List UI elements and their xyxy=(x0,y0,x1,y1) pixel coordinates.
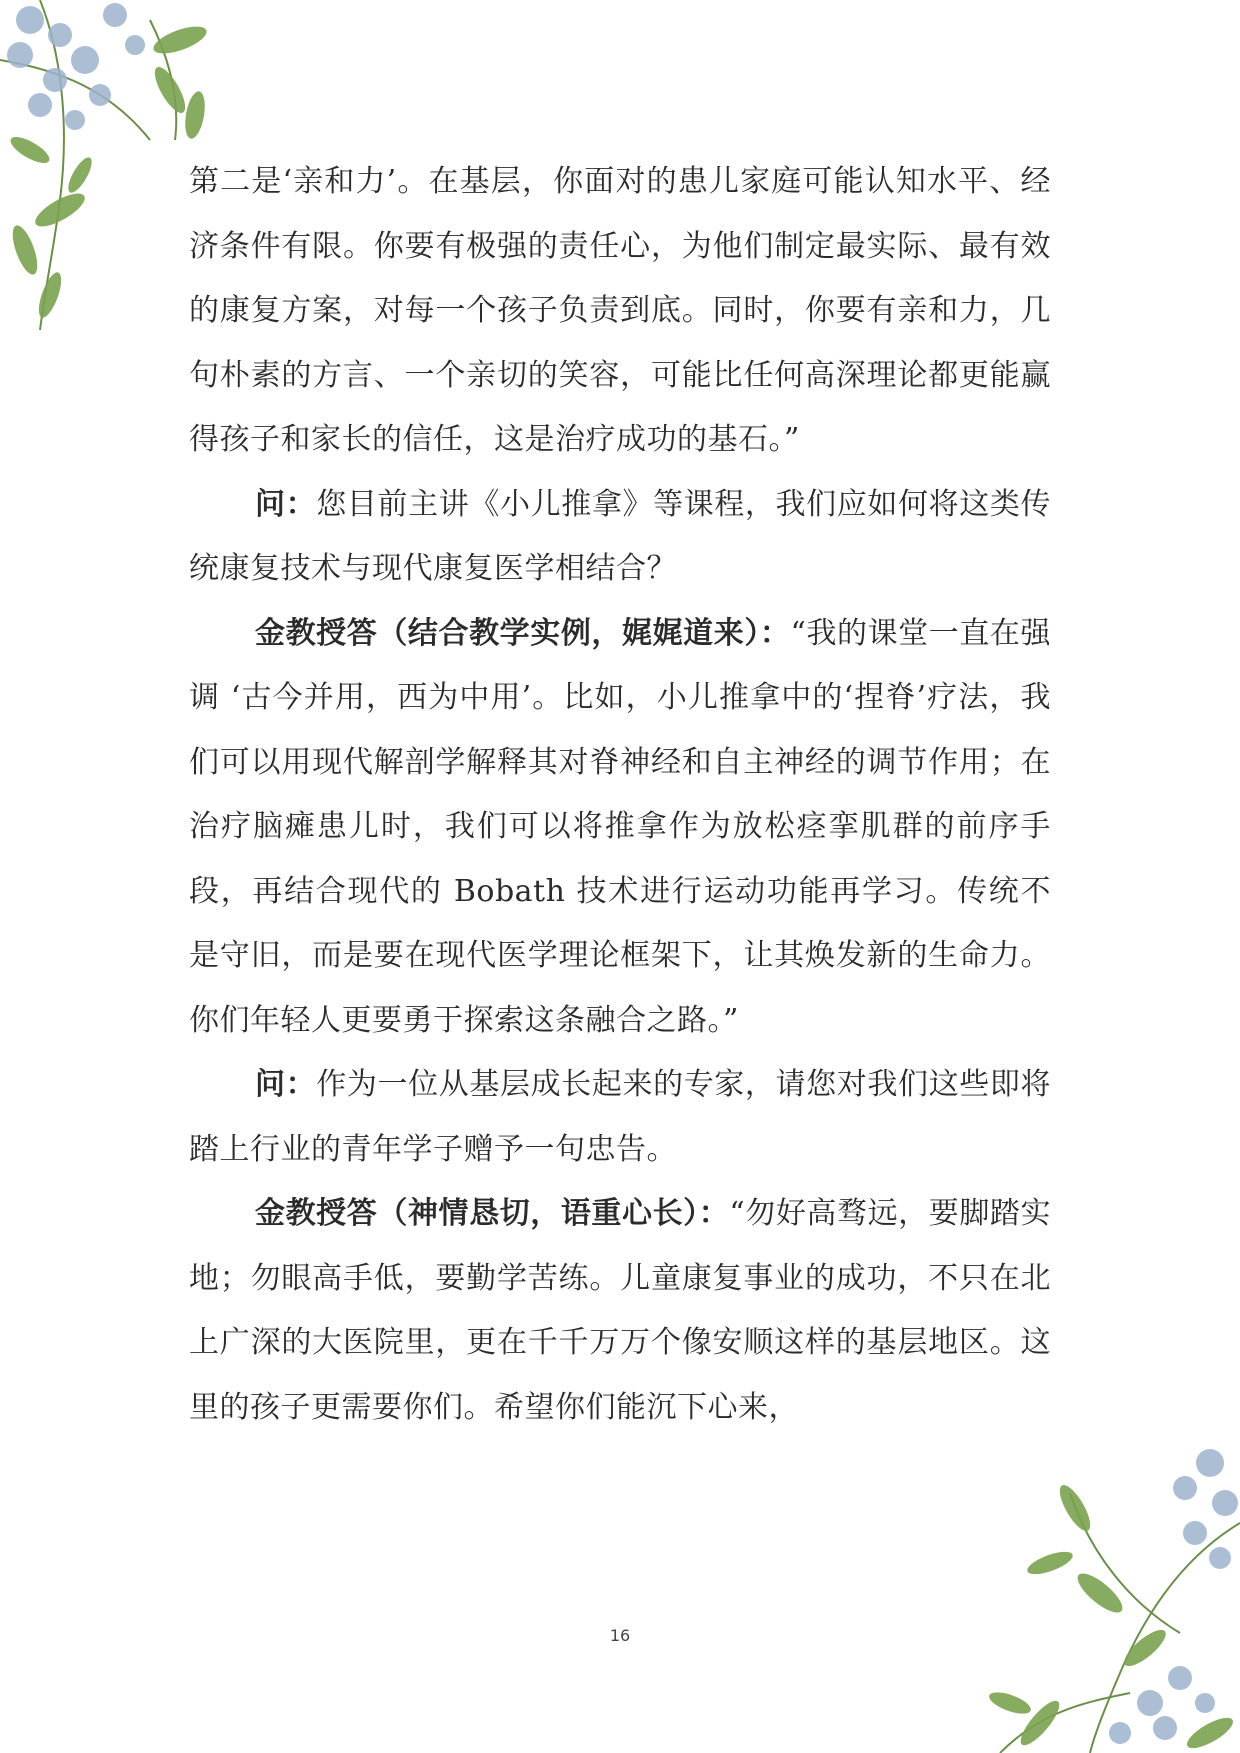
question-text: 您目前主讲《小儿推拿》等课程，我们应如何将这类传统康复技术与现代康复医学相结合？ xyxy=(189,486,1052,586)
answer-paragraph xyxy=(189,1182,1051,1440)
paragraph-text: 第二是‘亲和力’。在基层，你面对的患儿家庭可能认知水平、经济条件有限。你要有极强的责任心，为他们制定最实际、最有效的康复方案，对每一个孩子负责到底。同时，你要有亲和力，几句朴素的方言、一个亲切的笑容，可能比任何高深理论都更能赢得孩子和家长的信任，这是治疗成功的基石。” xyxy=(189,164,1051,457)
paragraph-continuation xyxy=(189,150,1051,473)
question-paragraph xyxy=(189,473,1051,602)
answer-paragraph xyxy=(189,602,1051,1054)
question-label: 问： xyxy=(255,1067,317,1102)
answer-text: “勿好高骛远，要脚踏实地；勿眼高手低，要勤学苦练。儿童康复事业的成功，不只在北上广深的大医院里，更在千千万万个像安顺这样的基层地区。这里的孩子更需要你们。希望你们能沉下心来， xyxy=(189,1196,1051,1425)
question-paragraph xyxy=(189,1053,1051,1182)
answer-label: 金教授答（神情恳切，语重心长）： xyxy=(255,1196,730,1231)
floral-corner-bottom-right-icon xyxy=(980,1433,1240,1753)
question-text: 作为一位从基层成长起来的专家，请您对我们这些即将踏上行业的青年学子赠予一句忠告。 xyxy=(189,1067,1052,1167)
answer-text: “我的课堂一直在强调 ‘古今并用，西为中用’。比如，小儿推拿中的‘捏脊’疗法，我们可以用现代解剖学解释其对脊神经和自主神经的调节作用；在治疗脑瘫患儿时，我们可以将推拿作为放松痉挛肌群的前序手段，再结合现代的 Bobath 技术进行运动功能再学习。传统不是守旧，而是要在现代医学理论框架下，让其焕发新的生命力。你们年轻人更要勇于探索这条融合之路。” xyxy=(189,615,1052,1038)
answer-label: 金教授答（结合教学实例，娓娓道来）： xyxy=(255,615,791,651)
article-body xyxy=(189,150,1051,1440)
question-label: 问： xyxy=(255,486,317,522)
page-number: 16 xyxy=(609,1626,631,1645)
